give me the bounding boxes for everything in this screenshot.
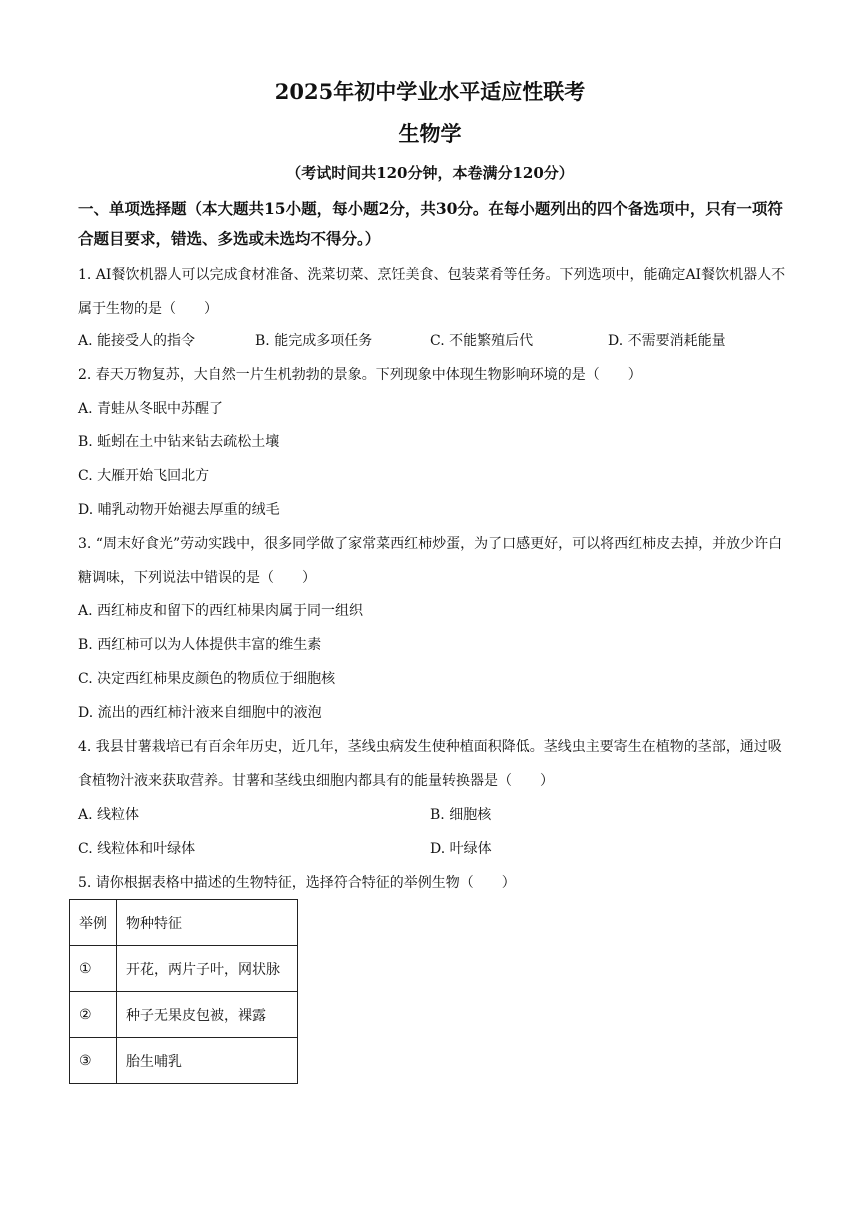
q1-option-b: B. 能完成多项任务 — [255, 333, 373, 349]
exam-note: （考试时间共120分钟，本卷满分120分） — [286, 164, 574, 182]
q2-option-b: B. 蚯蚓在土中钻来钻去疏松土壤 — [78, 434, 280, 450]
section-heading: 一、单项选择题（本大题共15小题，每小题2分，共30分。在每小题列出的四个备选项中，只有一项符合题目要求，错选、多选或未选均不得分。） — [78, 199, 783, 248]
question-2-stem: 2. 春天万物复苏，大自然一片生机勃勃的景象。下列现象中体现生物影响环境的是（ ） — [78, 367, 642, 383]
table-cell: 种子无果皮包被，裸露 — [117, 992, 298, 1038]
question-3-stem: 3. “周末好食光”劳动实践中，很多同学做了家常菜西红柿炒蛋，为了口感更好，可以将西红柿皮去掉，并放少许白糖调味，下列说法中错误的是（ ） — [78, 536, 783, 586]
q1-option-c: C. 不能繁殖后代 — [430, 333, 534, 349]
question-4-stem: 4. 我县甘薯栽培已有百余年历史，近几年，茎线虫病发生使种植面积降低。茎线虫主要寄生在植物的茎部，通过吸食植物汁液来获取营养。甘薯和茎线虫细胞内都具有的能量转换器是（ ） — [78, 739, 782, 789]
table-cell: 胎生哺乳 — [117, 1038, 298, 1084]
question-1-stem: 1. AI餐饮机器人可以完成食材准备、洗菜切菜、烹饪美食、包装菜肴等任务。下列选项中，能确定AI餐饮机器人不属于生物的是（ ） — [78, 267, 786, 317]
table-row — [70, 946, 298, 992]
q3-option-c: C. 决定西红柿果皮颜色的物质位于细胞核 — [78, 671, 336, 687]
question-5-stem: 5. 请你根据表格中描述的生物特征，选择符合特征的举例生物（ ） — [78, 875, 516, 891]
table-header-cell: 物种特征 — [117, 900, 298, 946]
table-row — [70, 1038, 298, 1084]
q2-option-d: D. 哺乳动物开始褪去厚重的绒毛 — [78, 502, 280, 518]
subject-title: 生物学 — [398, 121, 462, 146]
q4-option-c: C. 线粒体和叶绿体 — [78, 841, 196, 857]
table-header-cell: 举例 — [70, 900, 117, 946]
q2-option-c: C. 大雁开始飞回北方 — [78, 468, 210, 484]
q4-option-a: A. 线粒体 — [78, 807, 140, 823]
q4-option-b: B. 细胞核 — [430, 807, 492, 823]
q1-option-d: D. 不需要消耗能量 — [608, 333, 726, 349]
q3-option-b: B. 西红柿可以为人体提供丰富的维生素 — [78, 637, 322, 653]
table-cell: 开花，两片子叶，网状脉 — [117, 946, 298, 992]
table-cell: ② — [70, 992, 117, 1038]
table-row — [70, 992, 298, 1038]
q4-option-d: D. 叶绿体 — [430, 841, 492, 857]
q3-option-d: D. 流出的西红柿汁液来自细胞中的液泡 — [78, 705, 322, 721]
q1-option-a: A. 能接受人的指令 — [78, 333, 196, 349]
table-cell: ① — [70, 946, 117, 992]
feature-table — [69, 899, 298, 1084]
q3-option-a: A. 西红柿皮和留下的西红柿果肉属于同一组织 — [78, 603, 364, 619]
table-header-row — [70, 900, 298, 946]
exam-title: 2025年初中学业水平适应性联考 — [274, 79, 586, 104]
table-cell: ③ — [70, 1038, 117, 1084]
q2-option-a: A. 青蛙从冬眠中苏醒了 — [78, 401, 224, 417]
